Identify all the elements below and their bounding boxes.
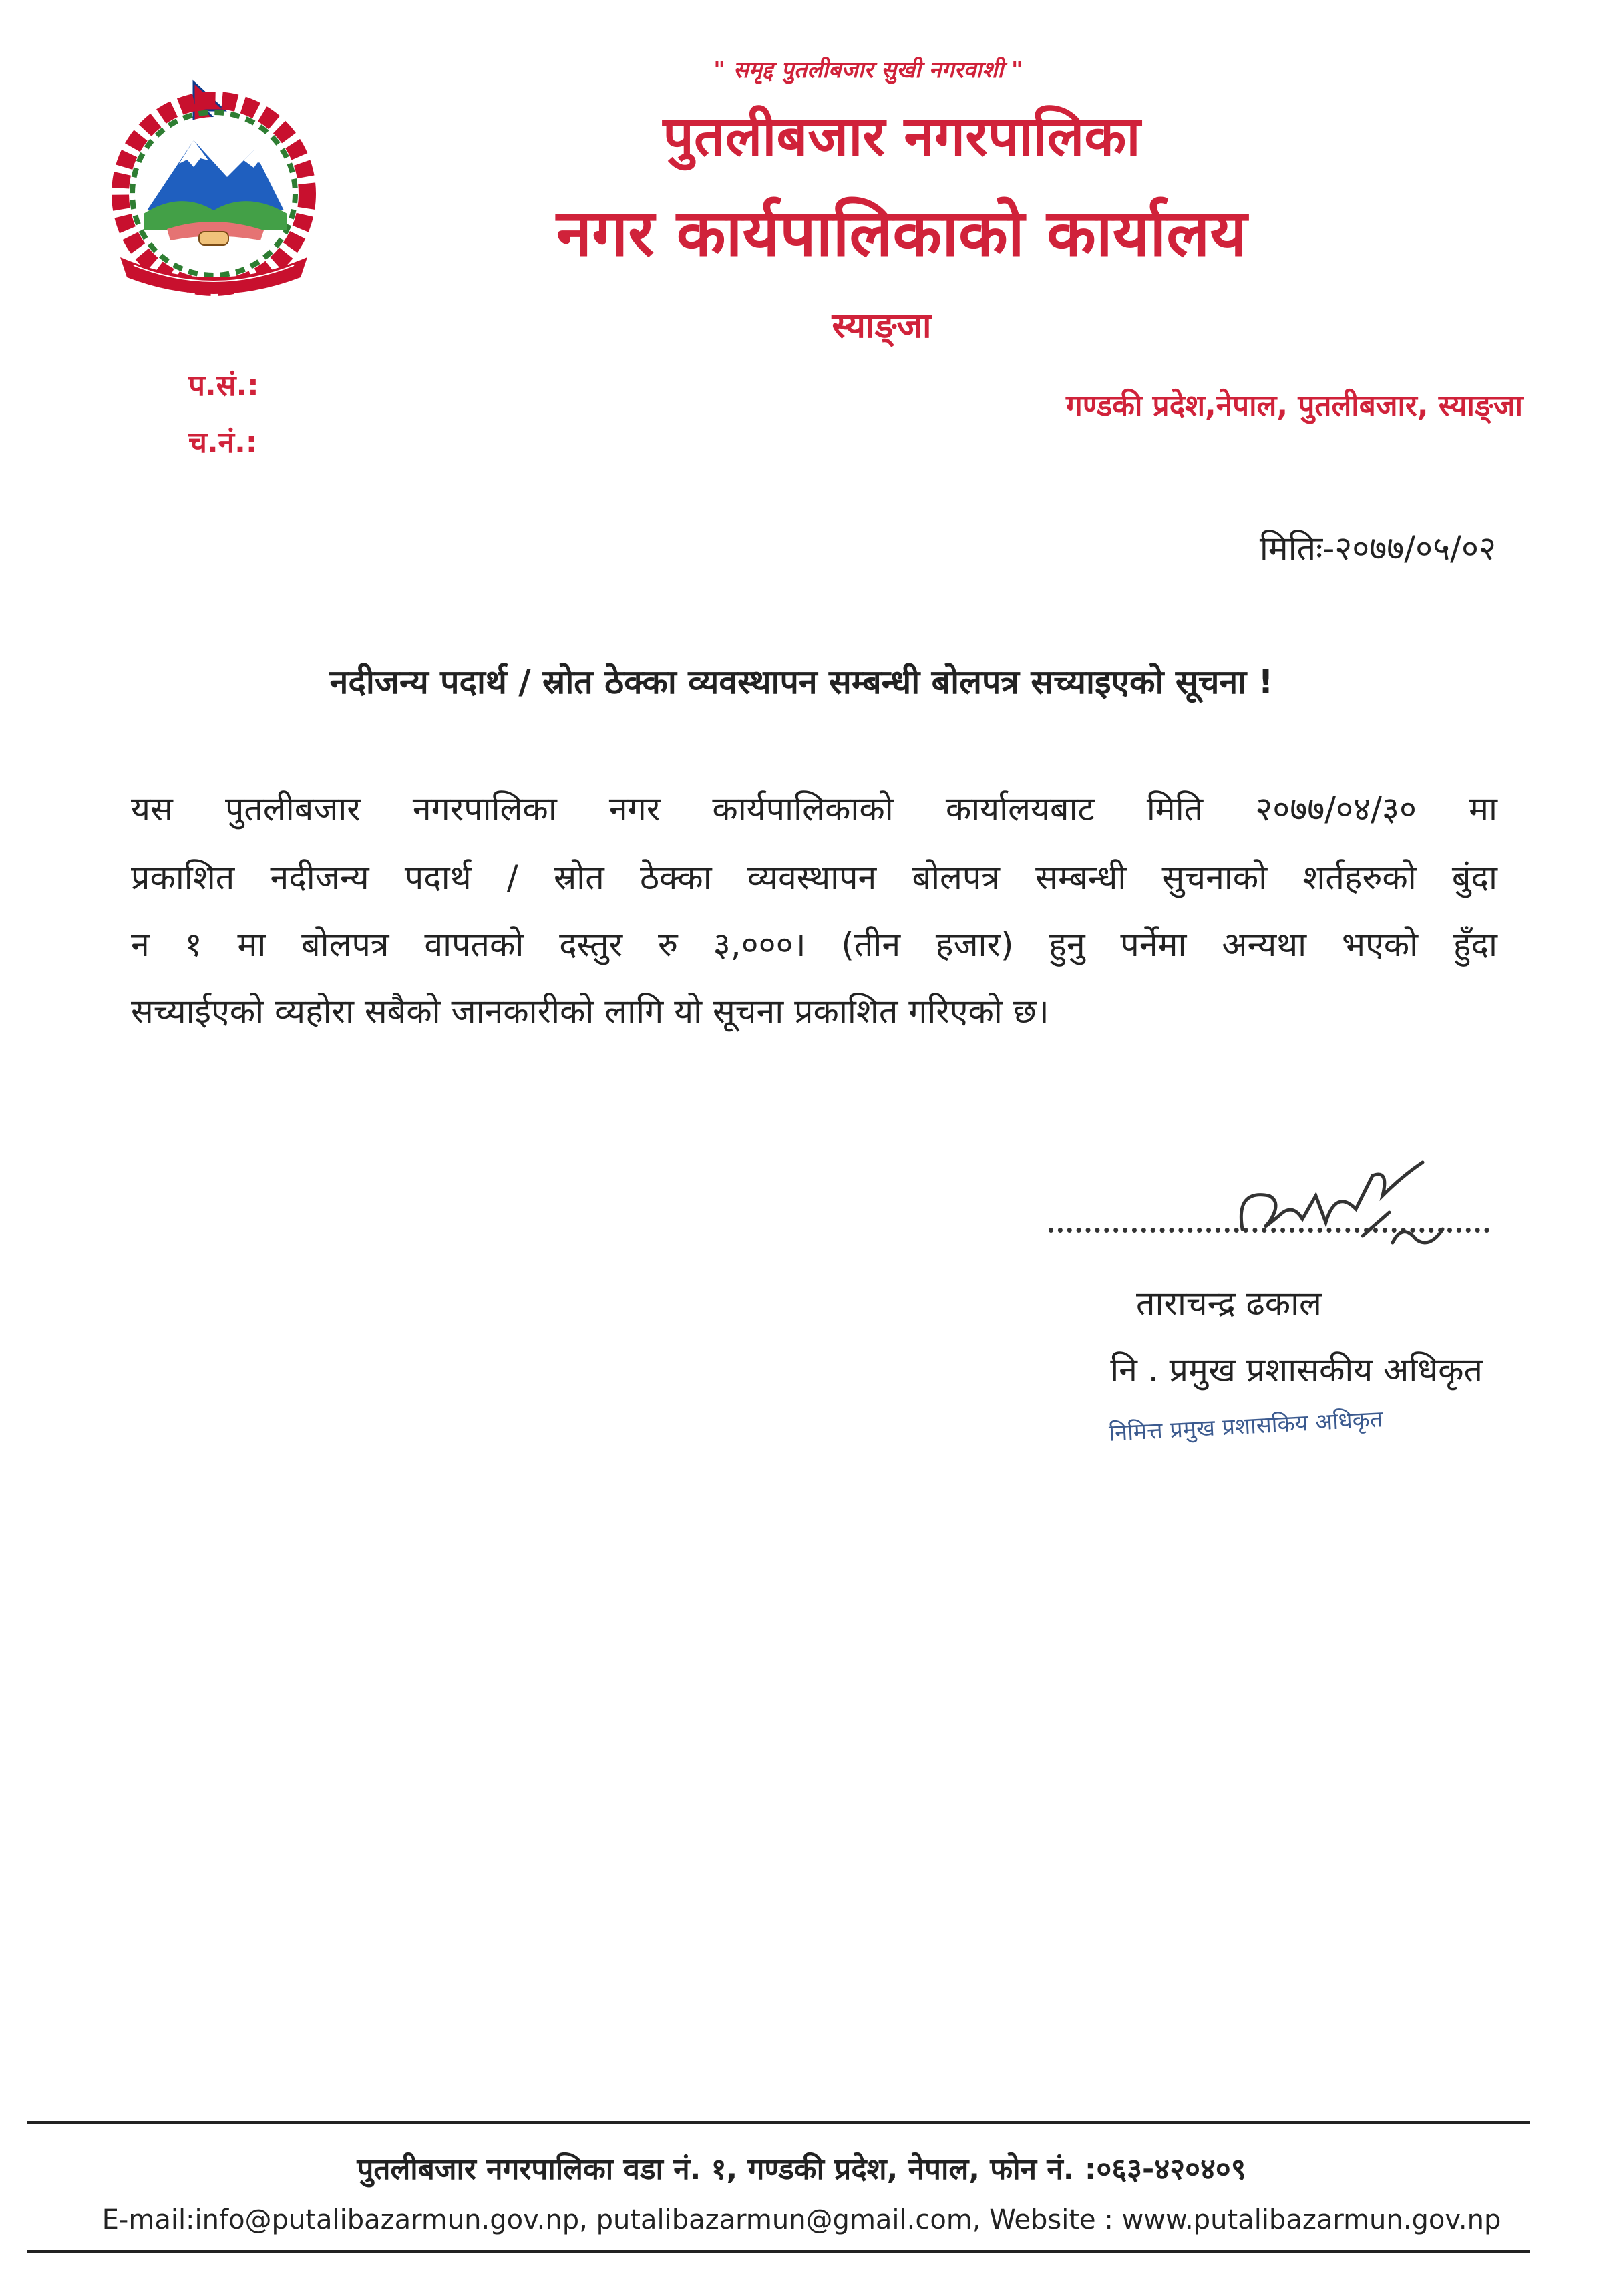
dispatch-number-label: च.नं.: [188,426,258,460]
district-name: स्याङ्जा [832,306,932,346]
header-motto: " समृद्द पुतलीबजार सुखी नगरवाशी " [713,57,1023,84]
body-line-4: सच्याईएको व्यहोरा सबैको जानकारीको लागि यो सूचना प्रकाशित गरिएको छ। [131,992,1049,1031]
municipality-name: पुतलीबजार नगरपालिका [663,105,1141,168]
body-line-3: न १ मा बोलपत्र वापतको दस्तुर रु ३,०००। (तीन हजार) हुनु पर्नेमा अन्यथा भएको हुँदा [131,925,1497,964]
signer-name: ताराचन्द्र ढकाल [1136,1284,1322,1323]
letter-date: मितिः-२०७७/०५/०२ [1259,529,1496,568]
footer-bottom-rule [27,2250,1530,2253]
notice-subject: नदीजन्य पदार्थ / स्रोत ठेक्का व्यवस्थापन सम्बन्धी बोलपत्र सच्याइएको सूचना ! [329,663,1274,701]
footer-top-rule [27,2121,1530,2124]
footer-address: पुतलीबजार नगरपालिका वडा नं. १, गण्डकी प्रदेश, नेपाल, फोन नं. :०६३-४२०४०९ [357,2152,1246,2186]
signer-designation: नि . प्रमुख प्रशासकीय अधिकृत [1110,1351,1483,1389]
body-line-1: यस पुतलीबजार नगरपालिका नगर कार्यपालिकाको कार्यालयबाट मिति २०७७/०४/३० मा [131,790,1497,828]
office-name: नगर कार्यपालिकाको कार्यालय [556,196,1248,271]
reference-number-label: प.सं.: [188,369,259,403]
signature-line [1049,1228,1489,1233]
nepal-emblem-logo [94,77,334,297]
designation-stamp: निमित्त प्रमुख प्रशासकिय अधिकृत [1108,1406,1384,1447]
handwritten-signature [1229,1149,1469,1256]
body-line-2: प्रकाशित नदीजन्य पदार्थ / स्रोत ठेक्का व्यवस्थापन बोलपत्र सम्बन्धी सुचनाको शर्तहरुको बुंदा [131,858,1497,897]
footer-contact: E-mail:info@putalibazarmun.gov.np, putalibazarmun@gmail.com, Website : www.putalibazarmun.gov.np [102,2204,1501,2235]
office-address: गण्डकी प्रदेश,नेपाल, पुतलीबजार, स्याङ्जा [1065,389,1523,423]
